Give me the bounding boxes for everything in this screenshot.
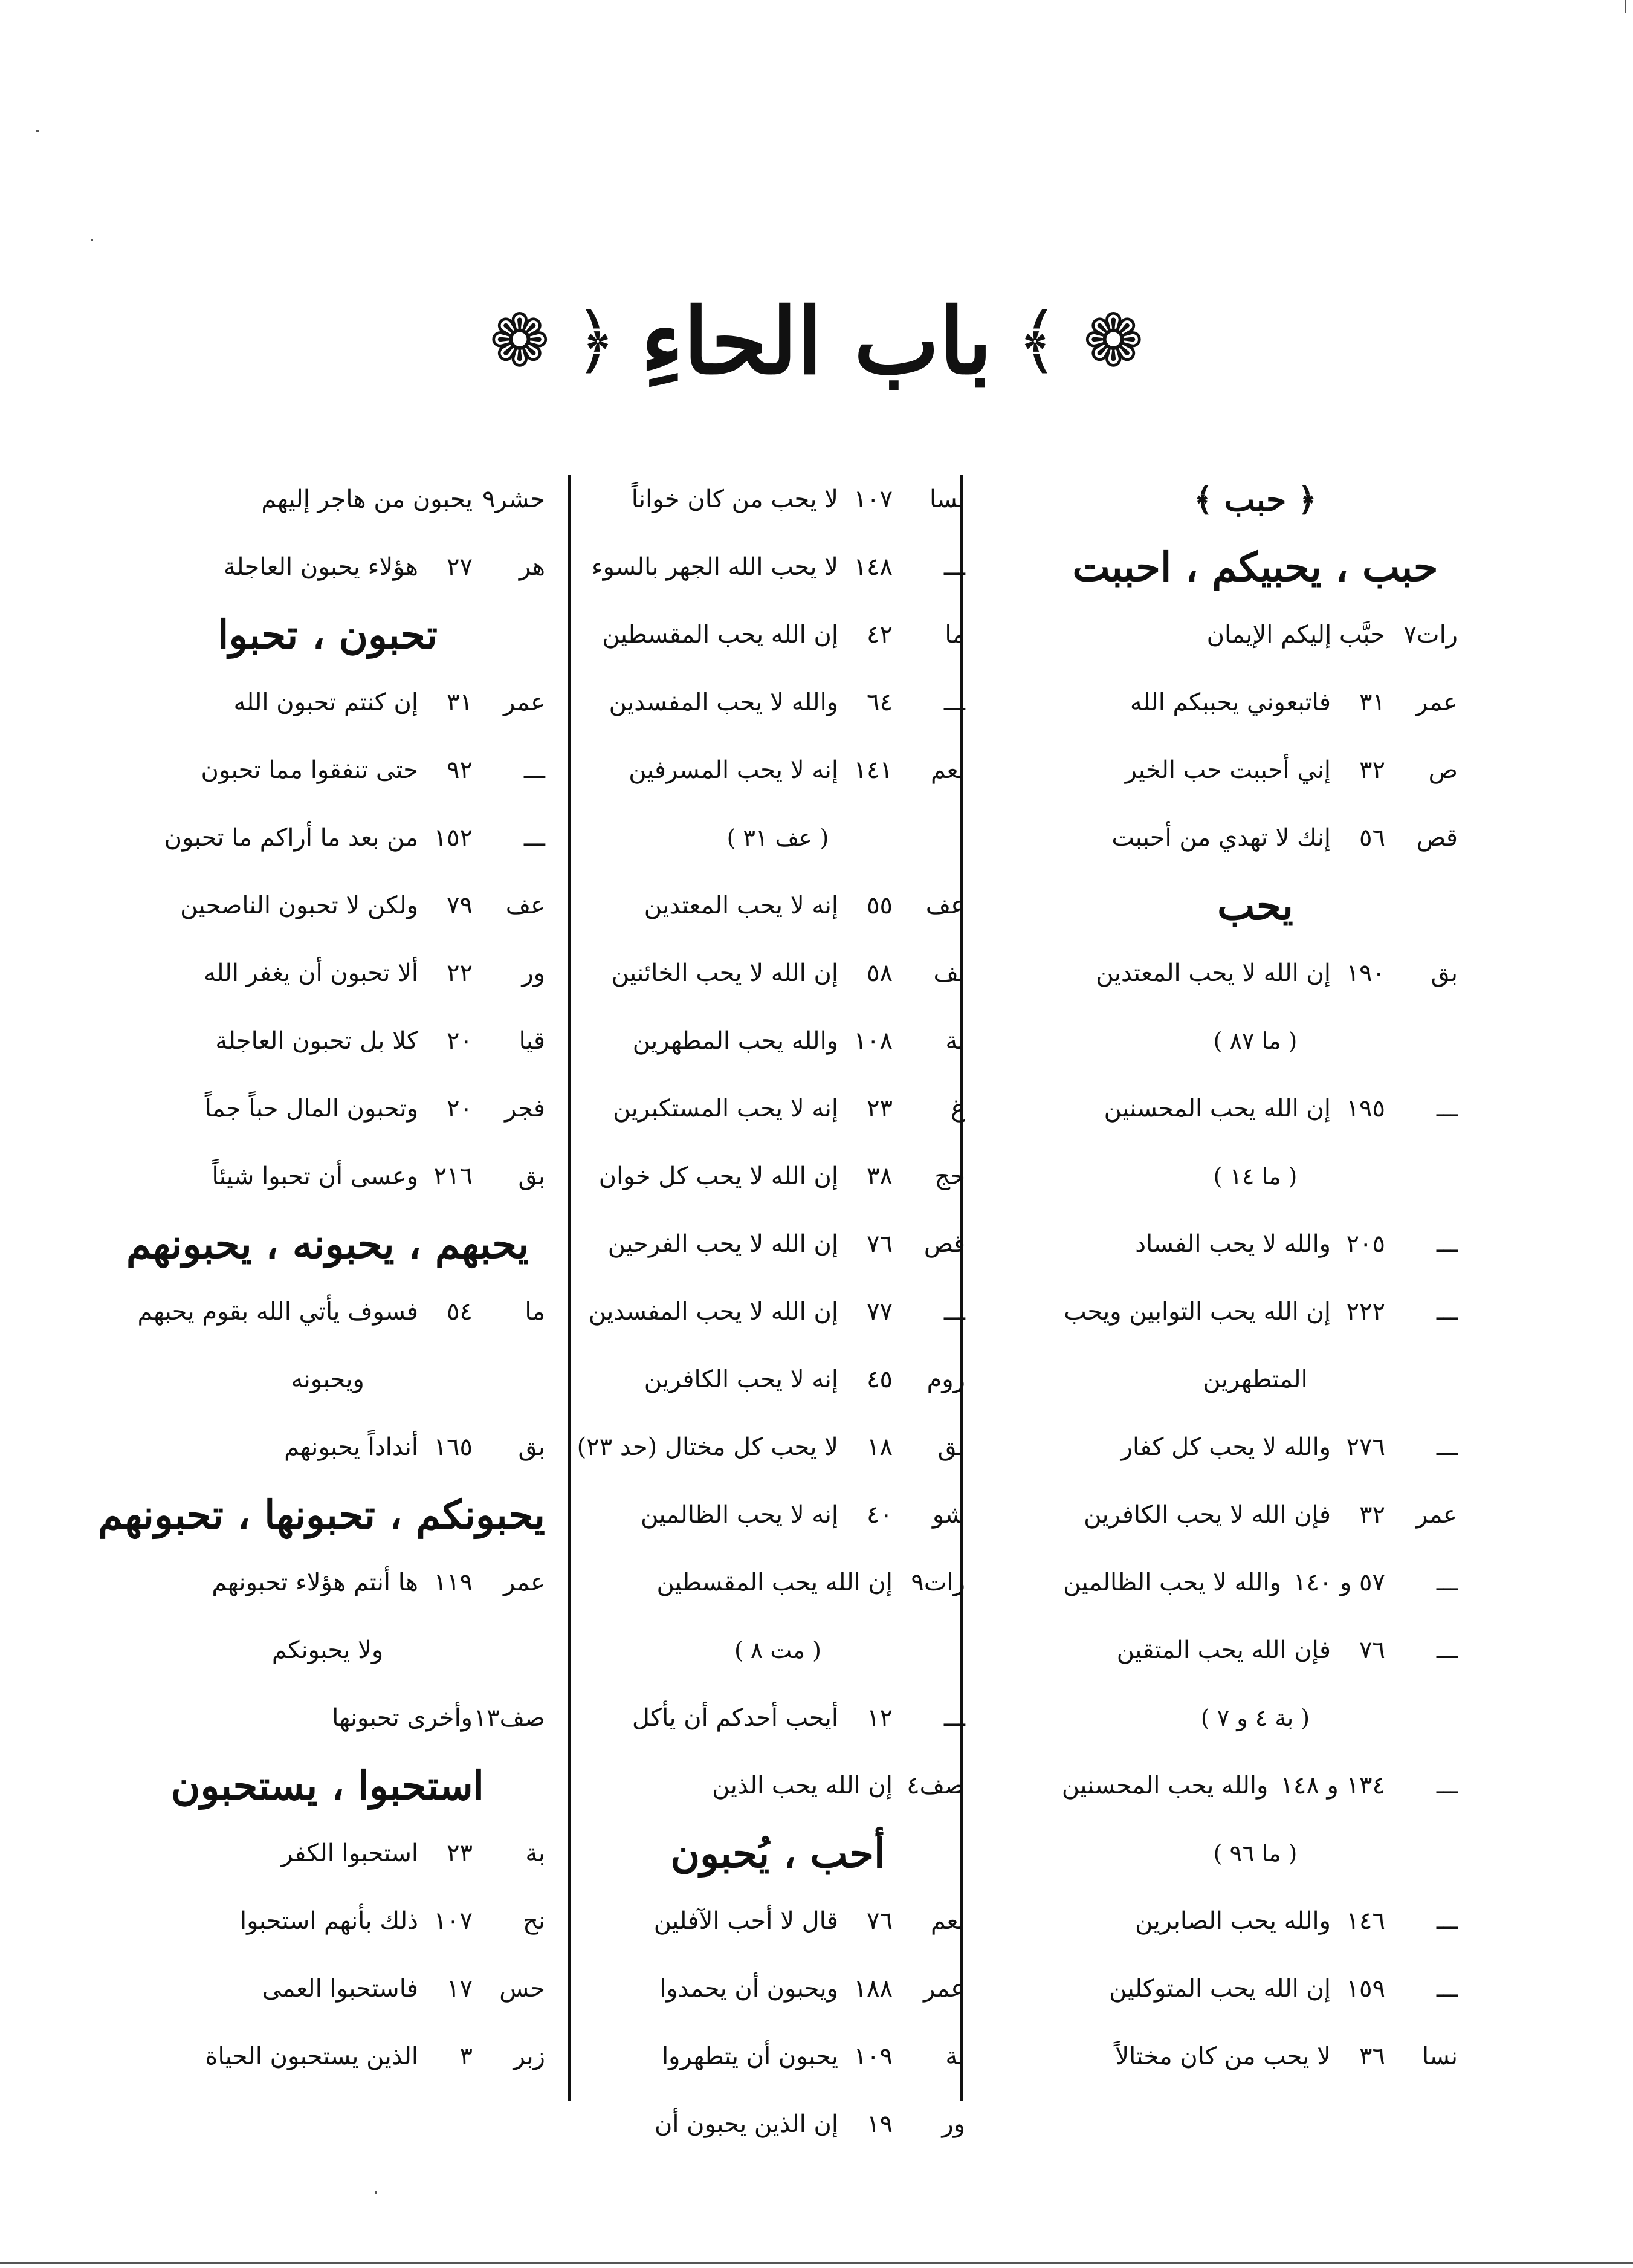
surah-reference: ـــ — [1436, 1569, 1458, 1596]
verse-number: ٤٠ — [867, 1501, 893, 1529]
verse-number: ٣٦ — [1359, 2043, 1385, 2070]
verse-text: من بعد ما أراكم ما تحبون — [164, 824, 418, 852]
index-entry — [110, 804, 545, 872]
surah-reference: نعم — [930, 756, 965, 784]
verse-number: ١٤٨ — [853, 553, 893, 581]
surah-reference: ور — [942, 2110, 965, 2138]
surah-reference: ـــ — [1436, 1772, 1458, 1800]
column-right — [1053, 465, 1458, 2111]
surah-reference: ـــ — [523, 824, 545, 852]
entry-continuation: المتطهرين — [1203, 1366, 1308, 1393]
entry-heading: يحب — [1217, 882, 1293, 929]
verse-number: ٧٧ — [867, 1298, 893, 1326]
verse-number: ٧٩ — [447, 892, 473, 919]
surah-reference: صف٤ — [907, 1772, 965, 1800]
surah-reference: ما — [945, 621, 965, 649]
verse-number: ١٨ — [867, 1433, 893, 1461]
index-entry — [110, 1413, 545, 1481]
surah-reference: عمر — [1415, 1501, 1458, 1529]
verse-number: ١٣٤ و ١٤٨ — [1280, 1772, 1385, 1800]
index-entry — [590, 939, 965, 1007]
index-entry — [1053, 1752, 1458, 1819]
index-entry — [590, 1955, 965, 2023]
verse-text: إن الذين يحبون أن — [654, 2110, 838, 2138]
verse-number: ١٠٧ — [433, 1907, 473, 1935]
index-entry — [590, 1210, 965, 1278]
surah-reference: ـــ — [943, 1298, 965, 1326]
surah-reference: ـــ — [943, 553, 965, 581]
verse-number: ٤٢ — [867, 621, 893, 649]
surah-reference: حس — [499, 1975, 545, 2003]
verse-text: استحبوا الكفر — [281, 1839, 418, 1867]
scan-bottom-edge — [0, 2262, 1633, 2264]
verse-text: إن الله يحب المتوكلين — [1109, 1975, 1331, 2003]
surah-reference: غ — [951, 1095, 965, 1123]
verse-number: ٩٢ — [447, 756, 473, 784]
verse-text: فإن الله لا يحب الكافرين — [1084, 1501, 1331, 1529]
scan-speck — [91, 239, 93, 241]
verse-text: فسوف يأتي الله بقوم يحبهم — [137, 1298, 418, 1326]
surah-reference: ـــ — [943, 1704, 965, 1732]
verse-number: ٣١ — [1359, 688, 1385, 716]
surah-reference: عمر — [923, 1975, 965, 2003]
verse-text: فإن الله يحب المتقين — [1116, 1636, 1331, 1664]
index-entry — [110, 1819, 545, 1887]
verse-text: وعسى أن تحبوا شيئاً — [212, 1162, 418, 1190]
index-entry — [590, 1075, 965, 1142]
verse-number: ١٦٥ — [433, 1433, 473, 1461]
entry-heading: تحبون ، تحبوا — [217, 611, 438, 658]
verse-text: إن الله لا يحب المعتدين — [1096, 959, 1331, 987]
verse-text: إنك لا تهدي من أحببت — [1111, 824, 1331, 852]
index-entry — [590, 601, 965, 669]
index-entry — [590, 1346, 965, 1413]
verse-text: والله لا يحب كل كفار — [1120, 1433, 1331, 1461]
index-entry — [1053, 669, 1458, 736]
index-entry — [1053, 1887, 1458, 1955]
verse-number: ٣ — [459, 2043, 473, 2070]
cross-reference: ( بة ٤ و ٧ ) — [1200, 1705, 1310, 1731]
verse-number: ١٨٨ — [853, 1975, 893, 2003]
index-entry — [590, 872, 965, 939]
index-entry — [110, 1007, 545, 1075]
verse-number: ١٥٩ — [1346, 1975, 1385, 2003]
index-entry — [590, 465, 965, 533]
index-entry — [110, 2023, 545, 2090]
verse-text: وتحبون المال حباً جماً — [204, 1095, 418, 1123]
verse-number: ٣١ — [447, 688, 473, 716]
verse-number: ٢٢٢ — [1346, 1298, 1385, 1326]
surah-reference: نسا — [1421, 2043, 1458, 2070]
surah-reference: ـــ — [1436, 1433, 1458, 1461]
index-entry — [590, 1007, 965, 1075]
index-entry — [110, 669, 545, 736]
verse-text: كلا بل تحبون العاجلة — [215, 1027, 418, 1055]
surah-reference: رات٧ — [1403, 621, 1458, 649]
surah-reference: بة — [945, 2043, 965, 2070]
index-entry — [110, 736, 545, 804]
surah-reference: حشر٩ — [482, 485, 545, 513]
verse-text: هؤلاء يحبون العاجلة — [223, 553, 418, 581]
verse-number: ٥٨ — [867, 959, 893, 987]
index-entry — [110, 1549, 545, 1616]
surah-reference: روم — [926, 1366, 965, 1393]
verse-number: ٥٧ و ١٤٠ — [1293, 1569, 1385, 1596]
verse-number: ٢١٦ — [433, 1162, 473, 1190]
flower-ornament-icon: ❁ — [489, 299, 551, 383]
verse-text: والله لا يحب المفسدين — [609, 688, 838, 716]
index-entry — [110, 465, 545, 533]
verse-text: إنه لا يحب الظالمين — [640, 1501, 838, 1529]
surah-reference: ور — [522, 959, 545, 987]
cross-reference: ( مت ٨ ) — [734, 1637, 821, 1664]
verse-number: ٥٥ — [867, 892, 893, 919]
verse-text: فاتبعوني يحببكم الله — [1130, 688, 1331, 716]
index-entry — [110, 1075, 545, 1142]
verse-text: والله لا يحب الفساد — [1135, 1230, 1331, 1258]
verse-text: إن الله لا يحب كل خوان — [598, 1162, 838, 1190]
surah-reference: قص — [923, 1230, 965, 1258]
verse-text: وأخرى تحبونها — [332, 1704, 473, 1732]
verse-number: ٤٥ — [867, 1366, 893, 1393]
verse-number: ١٩٥ — [1346, 1095, 1385, 1123]
verse-text: أنداداً يحبونهم — [284, 1433, 418, 1461]
surah-reference: فجر — [504, 1095, 545, 1123]
bracket-ornament-icon: ﴿ — [574, 299, 617, 383]
verse-number: ٢٧ — [447, 553, 473, 581]
verse-number: ٥٤ — [447, 1298, 473, 1326]
index-entry — [590, 1887, 965, 1955]
surah-reference: ـــ — [943, 688, 965, 716]
index-entry — [110, 939, 545, 1007]
surah-reference: عمر — [1415, 688, 1458, 716]
entry-heading: يحبونكم ، تحبونها ، تحبونهم — [98, 1491, 545, 1538]
verse-number: ١٤٦ — [1346, 1907, 1385, 1935]
scan-speck — [375, 2191, 377, 2194]
scan-speck — [36, 130, 39, 132]
index-entry — [110, 872, 545, 939]
index-entry — [1053, 1549, 1458, 1616]
verse-text: أيحب أحدكم أن يأكل — [632, 1704, 838, 1732]
verse-number: ١٠٩ — [853, 2043, 893, 2070]
verse-number: ١٠٧ — [853, 485, 893, 513]
surah-reference: حج — [934, 1162, 965, 1190]
verse-text: فاستحبوا العمى — [262, 1975, 418, 2003]
surah-reference: ص — [1428, 756, 1458, 784]
verse-number: ١٧ — [447, 1975, 473, 2003]
surah-reference: شو — [932, 1501, 965, 1529]
verse-number: ١٢ — [867, 1704, 893, 1732]
verse-number: ١٤١ — [853, 756, 893, 784]
index-entry — [590, 2090, 965, 2158]
verse-text: إنه لا يحب المعتدين — [644, 892, 838, 919]
verse-number: ٢٣ — [867, 1095, 893, 1123]
verse-text: إني أحببت حب الخير — [1125, 756, 1331, 784]
surah-reference: رات٩ — [911, 1569, 965, 1596]
index-entry — [590, 1481, 965, 1549]
verse-number: ١٥٢ — [433, 824, 473, 852]
verse-text: إن الله يحب المقسطين — [602, 621, 838, 649]
verse-number: ٣٢ — [1359, 1501, 1385, 1529]
verse-number: ١٩ — [867, 2110, 893, 2138]
surah-reference: قص — [1416, 824, 1458, 852]
index-entry — [110, 1887, 545, 1955]
cross-reference: ( ما ٨٧ ) — [1213, 1028, 1298, 1054]
surah-reference: ـــ — [1436, 1975, 1458, 2003]
index-entry — [1053, 601, 1458, 669]
verse-text: إن كنتم تحبون الله — [233, 688, 418, 716]
verse-text: يحبون أن يتطهروا — [662, 2043, 838, 2070]
surah-reference: ـــ — [523, 756, 545, 784]
verse-number: ٧٦ — [1359, 1636, 1385, 1664]
surah-reference: بة — [945, 1027, 965, 1055]
verse-text: والله يحب المطهرين — [632, 1027, 838, 1055]
index-entry — [590, 669, 965, 736]
surah-reference: نح — [523, 1907, 545, 1935]
index-entry — [590, 1684, 965, 1752]
verse-number: ١٠٨ — [853, 1027, 893, 1055]
surah-reference: نف — [933, 959, 965, 987]
surah-reference: هر — [519, 553, 545, 581]
index-entry — [590, 1549, 965, 1616]
verse-number: ٣٢ — [1359, 756, 1385, 784]
surah-reference: عمر — [503, 1569, 545, 1596]
verse-text: قال لا أحب الآفلين — [653, 1907, 838, 1935]
surah-reference: نعم — [930, 1907, 965, 1935]
index-entry — [577, 1413, 965, 1481]
entry-heading: استحبوا ، يستحبون — [170, 1762, 484, 1809]
verse-text: والله يحب الصابرين — [1135, 1907, 1331, 1935]
entry-heading: يحبهم ، يحبونه ، يحبونهم — [126, 1220, 529, 1268]
verse-text: لا يحب الله الجهر بالسوء — [591, 553, 838, 581]
cross-reference: ( ما ١٤ ) — [1213, 1163, 1298, 1190]
surah-reference: قيا — [519, 1027, 545, 1055]
bracket-ornament-icon: ﴾ — [1016, 299, 1059, 383]
surah-reference: عمر — [503, 688, 545, 716]
index-entry — [1053, 1481, 1458, 1549]
surah-reference: نسا — [929, 485, 965, 513]
verse-number: ٢٣ — [447, 1839, 473, 1867]
index-entry — [590, 736, 965, 804]
chapter-title-block — [0, 266, 1633, 417]
verse-number: ١١٩ — [433, 1569, 473, 1596]
verse-text: ألا تحبون أن يغفر الله — [203, 959, 418, 987]
verse-text: والله يحب المحسنين — [1061, 1772, 1269, 1800]
index-entry — [1053, 1616, 1458, 1684]
surah-reference: ما — [525, 1298, 545, 1326]
index-entry — [1053, 736, 1458, 804]
verse-text: إن الله يحب المقسطين — [656, 1569, 893, 1596]
verse-text: إنه لا يحب المسرفين — [629, 756, 838, 784]
index-entry — [1053, 804, 1458, 872]
entry-continuation: ولا يحبونكم — [271, 1636, 384, 1664]
verse-text: ذلك بأنهم استحبوا — [239, 1907, 418, 1935]
surah-reference: ـــ — [1436, 1907, 1458, 1935]
chapter-title: باب الحاءِ — [641, 288, 992, 395]
verse-text: ها أنتم هؤلاء تحبونهم — [212, 1569, 418, 1596]
index-entry — [110, 1278, 545, 1346]
index-entry — [1053, 1075, 1458, 1142]
index-entry — [590, 1752, 965, 1819]
verse-text: لا يحب كل مختال (حد ٢٣) — [577, 1433, 838, 1461]
index-entry — [590, 533, 965, 601]
verse-number: ٢٢ — [447, 959, 473, 987]
verse-text: إن الله يحب الذين — [712, 1772, 893, 1800]
verse-text: لا يحب من كان خواناً — [631, 485, 838, 513]
surah-reference: بق — [1431, 959, 1458, 987]
verse-text: إن الله لا يحب الخائنين — [611, 959, 838, 987]
verse-text: يحبون من هاجر إليهم — [261, 485, 473, 513]
index-entry — [110, 1684, 545, 1752]
entry-heading: ﴿ حبب ﴾ — [1194, 480, 1317, 519]
verse-number: ٢٠ — [447, 1027, 473, 1055]
surah-reference: لق — [937, 1433, 965, 1461]
surah-reference: عف — [925, 892, 965, 919]
surah-reference: صف١٣ — [473, 1704, 545, 1732]
index-entry — [1053, 1278, 1458, 1346]
verse-number: ٦٤ — [867, 688, 893, 716]
surah-reference: بق — [518, 1162, 545, 1190]
surah-reference: عف — [505, 892, 545, 919]
verse-number: ١٩٠ — [1346, 959, 1385, 987]
verse-text: إن الله لا يحب الفرحين — [607, 1230, 838, 1258]
index-entry — [1053, 1413, 1458, 1481]
surah-reference: ـــ — [1436, 1298, 1458, 1326]
surah-reference: ـــ — [1436, 1636, 1458, 1664]
verse-number: ٥٦ — [1359, 824, 1385, 852]
verse-text: إن الله يحب التوابين ويحب — [1064, 1298, 1331, 1326]
surah-reference: بق — [518, 1433, 545, 1461]
cross-reference: ( ما ٩٦ ) — [1213, 1840, 1298, 1867]
verse-number: ٢٧٦ — [1346, 1433, 1385, 1461]
verse-text: ويحبون أن يحمدوا — [659, 1975, 838, 2003]
index-entry — [110, 1955, 545, 2023]
column-left — [98, 465, 545, 2111]
verse-text: لا يحب من كان مختالاً — [1115, 2043, 1331, 2070]
column-divider — [568, 475, 571, 2101]
verse-text: حبَّب إليكم الإيمان — [1206, 621, 1385, 649]
flower-ornament-icon: ❁ — [1082, 299, 1144, 383]
surah-reference: ـــ — [1436, 1230, 1458, 1258]
index-entry — [590, 1142, 965, 1210]
verse-text: حتى تنفقوا مما تحبون — [201, 756, 418, 784]
index-entry — [590, 2023, 965, 2090]
scan-edge-mark — [1625, 0, 1626, 13]
index-entry — [1053, 1210, 1458, 1278]
index-entry — [110, 533, 545, 601]
cross-reference: ( عف ٣١ ) — [726, 825, 829, 851]
verse-text: إن الله لا يحب المفسدين — [588, 1298, 838, 1326]
verse-number: ٧٦ — [867, 1230, 893, 1258]
surah-reference: ـــ — [1436, 1095, 1458, 1123]
index-entry — [590, 1278, 965, 1346]
verse-text: ولكن لا تحبون الناصحين — [180, 892, 418, 919]
index-entry — [1053, 939, 1458, 1007]
index-entry — [1053, 1955, 1458, 2023]
verse-number: ٢٠٥ — [1346, 1230, 1385, 1258]
verse-text: إنه لا يحب الكافرين — [644, 1366, 838, 1393]
entry-heading: أحب ، يُحبون — [670, 1830, 885, 1877]
verse-text: إن الله يحب المحسنين — [1104, 1095, 1331, 1123]
surah-reference: زبر — [513, 2043, 545, 2070]
verse-text: والله لا يحب الظالمين — [1063, 1569, 1281, 1596]
verse-number: ٢٠ — [447, 1095, 473, 1123]
verse-text: الذين يستحبون الحياة — [205, 2043, 418, 2070]
verse-number: ٧٦ — [867, 1907, 893, 1935]
entry-heading: حبب ، يحبيكم ، احببت — [1072, 543, 1438, 591]
index-entry — [1053, 2023, 1458, 2090]
verse-text: إنه لا يحب المستكبرين — [613, 1095, 838, 1123]
verse-number: ٣٨ — [867, 1162, 893, 1190]
column-middle — [577, 465, 965, 2138]
index-entry — [110, 1142, 545, 1210]
entry-continuation: ويحبونه — [291, 1366, 364, 1393]
surah-reference: بة — [525, 1839, 545, 1867]
